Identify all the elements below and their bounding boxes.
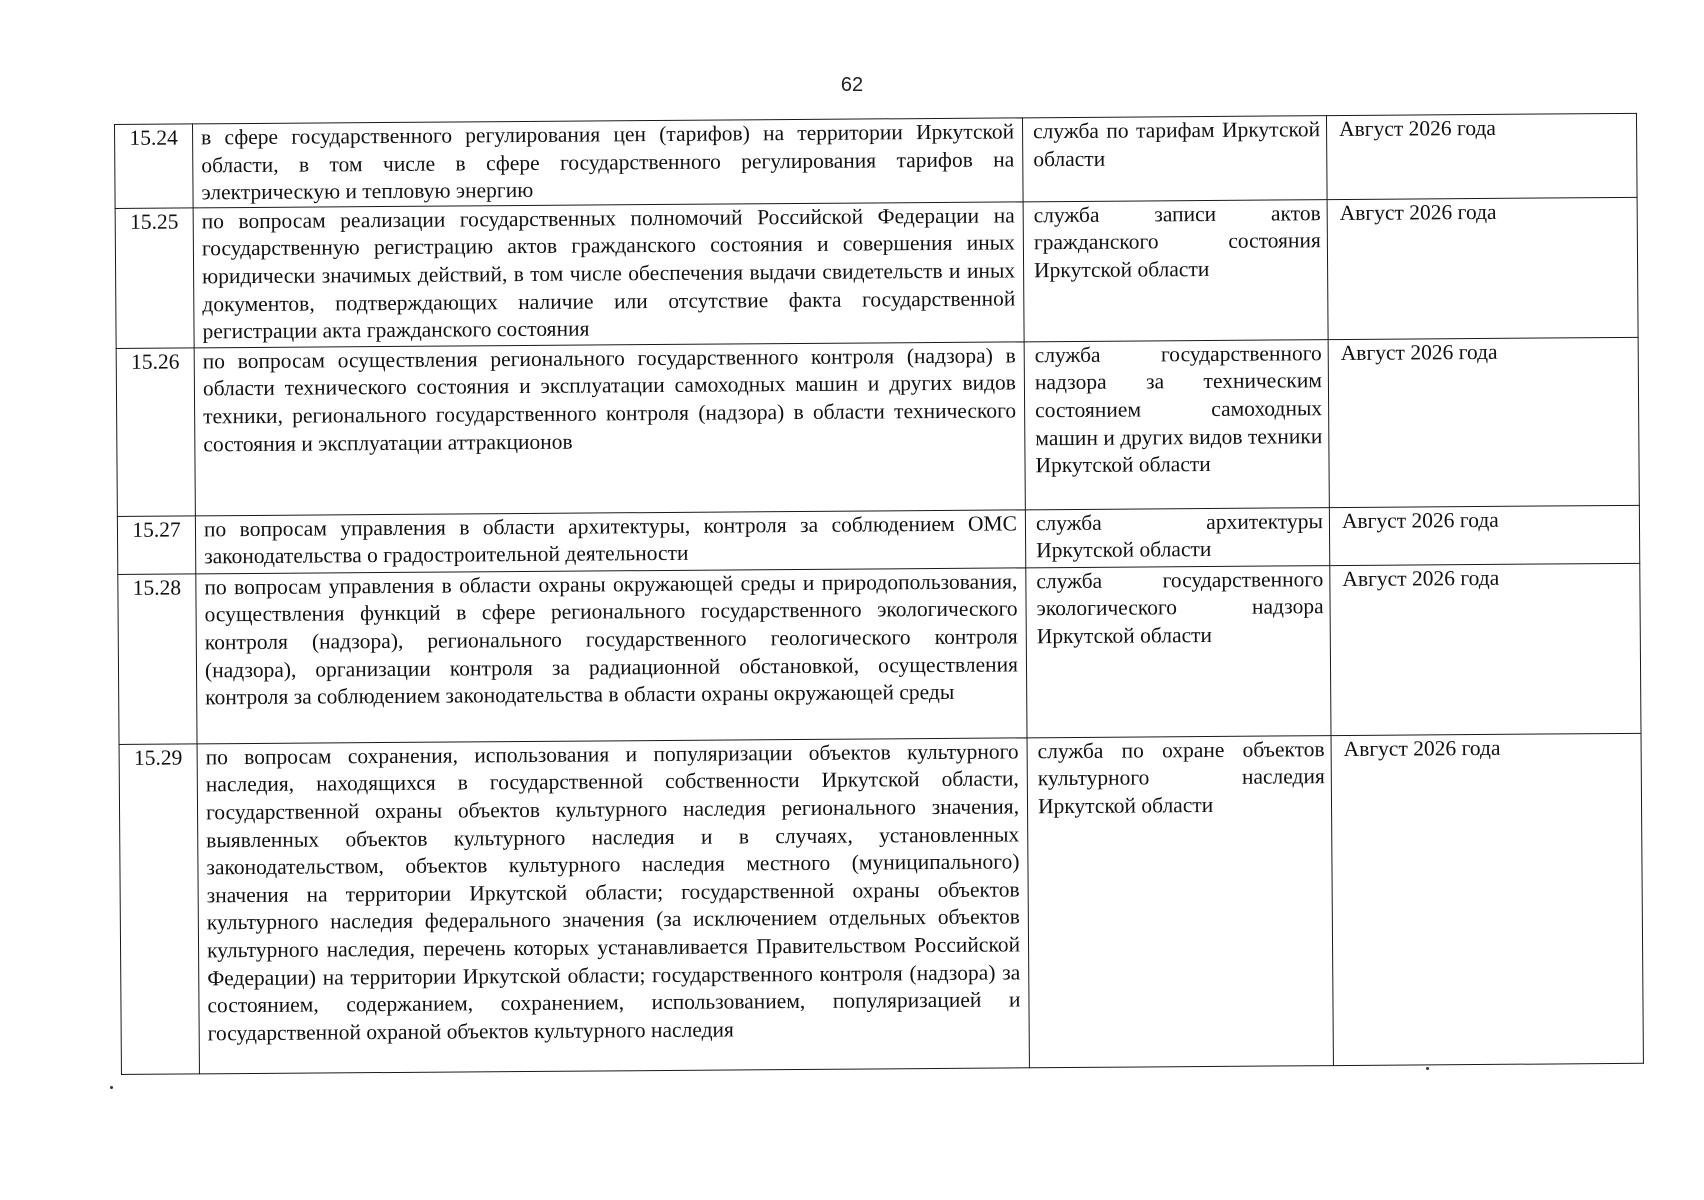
- row-description: по вопросам управления в области охраны окружающей среды и природопользования, осуществления функций в сфере регионального государственного экологического контроля (надзора), регионального государственного геологического контроля (надзора), организации контроля за радиационной обстановкой, осуществления контроля за соблюдением законодательства в области охраны окружающей среды: [196, 568, 1027, 744]
- table-row: [115, 197, 1638, 348]
- table-row: [115, 113, 1638, 208]
- row-number: 15.25: [115, 208, 194, 349]
- row-number: 15.24: [115, 124, 194, 208]
- row-deadline: Август 2026 года: [1327, 197, 1638, 339]
- scan-speck: [110, 1086, 113, 1089]
- row-number: 15.26: [116, 348, 195, 517]
- row-description: в сфере государственного регулирования цен (тарифов) на территории Иркутской области, в том числе в сфере государственного регулирования тарифов на электрическую и тепловую энергию: [193, 118, 1024, 208]
- row-responsible-service: служба архитектуры Иркутской области: [1025, 507, 1329, 567]
- row-description: по вопросам осуществления регионального государственного контроля (надзора) в области технического состояния и эксплуатации самоходных машин и других видов техники, регионального государственного контроля (надзора) в области технического состояния и эксплуатации аттракционов: [194, 342, 1025, 516]
- row-responsible-service: служба по охране объектов культурного наследия Иркутской области: [1027, 735, 1333, 1067]
- row-responsible-service: служба записи актов гражданского состояния Иркутской области: [1023, 199, 1328, 341]
- scan-speck: [1426, 1067, 1429, 1070]
- row-number: 15.28: [118, 574, 197, 745]
- row-deadline: Август 2026 года: [1331, 733, 1643, 1065]
- row-responsible-service: служба государственного надзора за техническим состоянием самоходных машин и других видов техники Иркутской области: [1024, 339, 1329, 509]
- table-row: [116, 337, 1639, 516]
- row-number: 15.29: [119, 744, 199, 1075]
- row-deadline: Август 2026 года: [1329, 505, 1639, 565]
- measures-table: [114, 113, 1644, 1075]
- row-description: по вопросам реализации государственных полномочий Российской Федерации на государственную регистрацию актов гражданского состояния и совершения иных юридически значимых действий, в том числе обеспечения выдачи свидетельств и иных документов, подтверждающих наличие или отсутствие факта государственной регистрации акта гражданского состояния: [193, 202, 1024, 348]
- table-row: [119, 733, 1643, 1074]
- row-description: по вопросам сохранения, использования и популяризации объектов культурного наследия, находящихся в государственной собственности Иркутской области, государственной охраны объектов культурного наследия регионального значения, выявленных объектов культурного наследия и в случаях, установленных законодательством, объектов культурного наследия местного (муниципального) значения на территории Иркутской области; государственной охраны объектов культурного наследия федерального значения (за исключением отдельных объектов культурного наследия, перечень которых устанавливается Правительством Российской Федерации) на территории Иркутской области; государственного контроля (надзора) за состоянием, содержанием, сохранением, использованием, популяризацией и государственной охраной объектов культурного наследия: [197, 738, 1029, 1074]
- row-number: 15.27: [117, 516, 195, 575]
- document-table-container: [114, 113, 1643, 1075]
- row-deadline: Август 2026 года: [1328, 337, 1639, 507]
- table-row: [118, 563, 1641, 744]
- row-deadline: Август 2026 года: [1330, 563, 1641, 735]
- page-number: 62: [840, 74, 864, 96]
- row-deadline: Август 2026 года: [1326, 113, 1637, 199]
- row-responsible-service: служба государственного экологического надзора Иркутской области: [1026, 565, 1331, 737]
- row-description: по вопросам управления в области архитектуры, контроля за соблюдением ОМС законодательства о градостроительной деятельности: [195, 510, 1025, 574]
- row-responsible-service: служба по тарифам Иркутской области: [1022, 116, 1327, 202]
